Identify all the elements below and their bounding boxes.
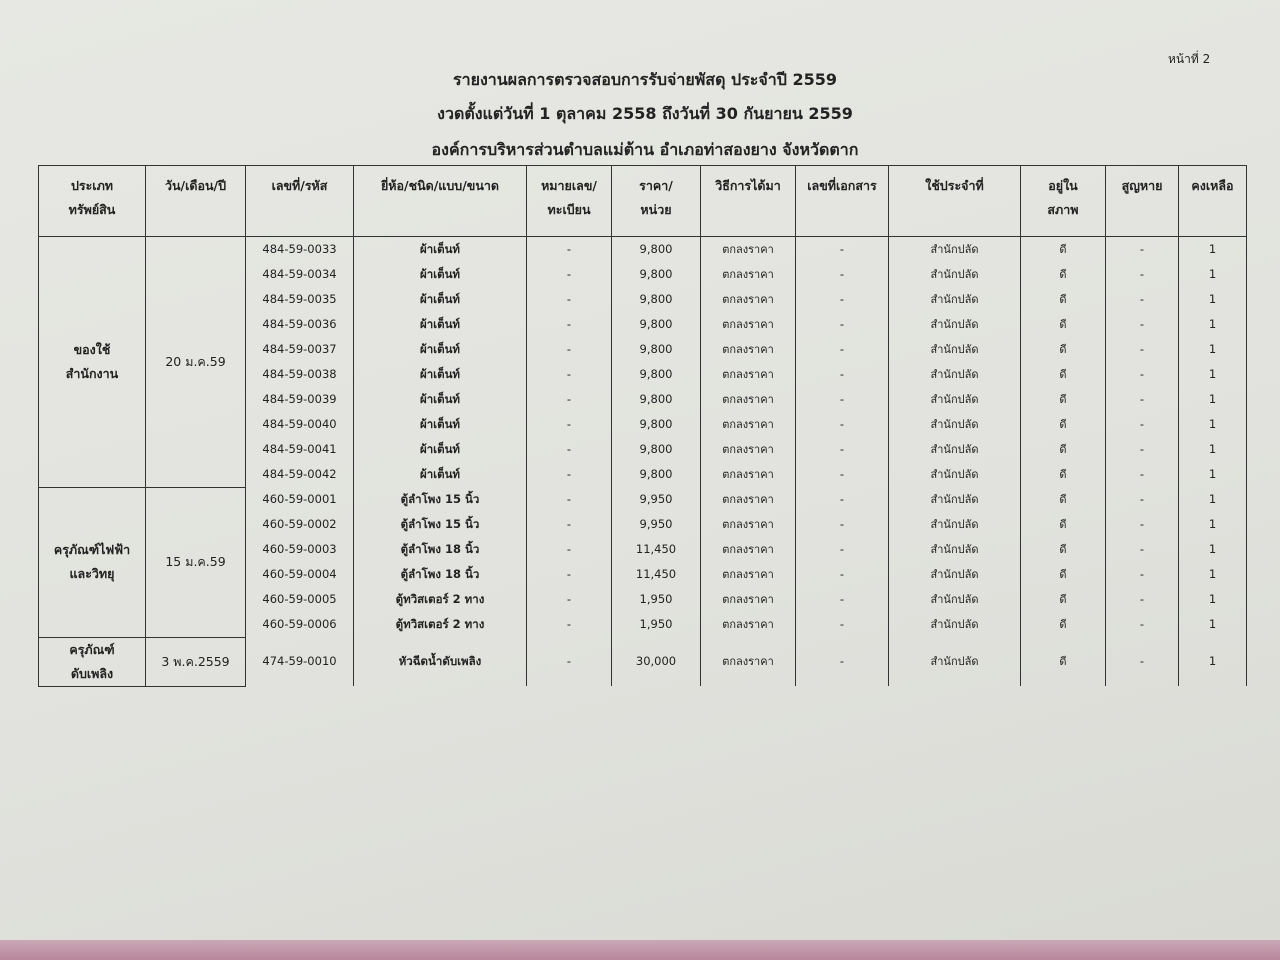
remain-cell: 1 bbox=[1179, 537, 1247, 562]
use-cell: สำนักปลัด bbox=[889, 337, 1021, 362]
header-lost: สูญหาย bbox=[1106, 166, 1179, 237]
reg-cell: - bbox=[527, 287, 612, 312]
doc-cell: - bbox=[796, 487, 889, 512]
code-cell: 484-59-0034 bbox=[246, 262, 354, 287]
remain-cell: 1 bbox=[1179, 637, 1247, 686]
brand-cell: ตู้ทวิสเตอร์ 2 ทาง bbox=[354, 612, 527, 637]
cond-cell: ดี bbox=[1021, 612, 1106, 637]
lost-cell: - bbox=[1106, 587, 1179, 612]
remain-cell: 1 bbox=[1179, 462, 1247, 487]
header-asset-type-line1: ประเภท bbox=[70, 178, 114, 193]
cond-cell: ดี bbox=[1021, 387, 1106, 412]
use-cell: สำนักปลัด bbox=[889, 387, 1021, 412]
use-cell: สำนักปลัด bbox=[889, 437, 1021, 462]
use-cell: สำนักปลัด bbox=[889, 512, 1021, 537]
price-cell: 9,800 bbox=[612, 337, 701, 362]
remain-cell: 1 bbox=[1179, 362, 1247, 387]
doc-cell: - bbox=[796, 337, 889, 362]
cond-cell: ดี bbox=[1021, 637, 1106, 686]
method-cell: ตกลงราคา bbox=[701, 362, 796, 387]
method-cell: ตกลงราคา bbox=[701, 462, 796, 487]
reg-cell: - bbox=[527, 412, 612, 437]
use-cell: สำนักปลัด bbox=[889, 362, 1021, 387]
lost-cell: - bbox=[1106, 437, 1179, 462]
doc-cell: - bbox=[796, 637, 889, 686]
price-cell: 30,000 bbox=[612, 637, 701, 686]
price-cell: 9,800 bbox=[612, 387, 701, 412]
brand-cell: ผ้าเต็นท์ bbox=[354, 412, 527, 437]
doc-cell: - bbox=[796, 362, 889, 387]
doc-cell: - bbox=[796, 437, 889, 462]
cond-cell: ดี bbox=[1021, 262, 1106, 287]
brand-cell: หัวฉีดน้ำดับเพลิง bbox=[354, 637, 527, 686]
code-cell: 484-59-0035 bbox=[246, 287, 354, 312]
brand-cell: ผ้าเต็นท์ bbox=[354, 287, 527, 312]
reg-cell: - bbox=[527, 562, 612, 587]
acquired-date-cell: 15 ม.ค.59 bbox=[146, 487, 246, 637]
price-cell: 9,800 bbox=[612, 262, 701, 287]
asset-type-cell bbox=[39, 237, 146, 488]
remain-cell: 1 bbox=[1179, 237, 1247, 263]
brand-cell: ผ้าเต็นท์ bbox=[354, 387, 527, 412]
cond-cell: ดี bbox=[1021, 562, 1106, 587]
method-cell: ตกลงราคา bbox=[701, 487, 796, 512]
method-cell: ตกลงราคา bbox=[701, 312, 796, 337]
code-cell: 484-59-0038 bbox=[246, 362, 354, 387]
header-unit-price bbox=[612, 166, 701, 237]
reg-cell: - bbox=[527, 487, 612, 512]
reg-cell: - bbox=[527, 612, 612, 637]
lost-cell: - bbox=[1106, 262, 1179, 287]
reg-cell: - bbox=[527, 437, 612, 462]
page-number: หน้าที่ 2 bbox=[1168, 52, 1211, 66]
cond-cell: ดี bbox=[1021, 287, 1106, 312]
acquired-date-cell: 20 ม.ค.59 bbox=[146, 237, 246, 488]
code-cell: 460-59-0003 bbox=[246, 537, 354, 562]
use-cell: สำนักปลัด bbox=[889, 562, 1021, 587]
report-period: งวดตั้งแต่วันที่ 1 ตุลาคม 2558 ถึงวันที่ 30 กันยายน 2559 bbox=[437, 104, 853, 123]
use-cell: สำนักปลัด bbox=[889, 262, 1021, 287]
cond-cell: ดี bbox=[1021, 512, 1106, 537]
lost-cell: - bbox=[1106, 512, 1179, 537]
method-cell: ตกลงราคา bbox=[701, 262, 796, 287]
method-cell: ตกลงราคา bbox=[701, 587, 796, 612]
header-registration bbox=[527, 166, 612, 237]
brand-cell: ผ้าเต็นท์ bbox=[354, 262, 527, 287]
reg-cell: - bbox=[527, 512, 612, 537]
reg-cell: - bbox=[527, 587, 612, 612]
reg-cell: - bbox=[527, 462, 612, 487]
method-cell: ตกลงราคา bbox=[701, 237, 796, 263]
use-cell: สำนักปลัด bbox=[889, 237, 1021, 263]
cond-cell: ดี bbox=[1021, 337, 1106, 362]
brand-cell: ผ้าเต็นท์ bbox=[354, 362, 527, 387]
price-cell: 9,800 bbox=[612, 237, 701, 263]
method-cell: ตกลงราคา bbox=[701, 612, 796, 637]
asset-type-line: ครุภัณฑ์ bbox=[69, 641, 115, 657]
price-cell: 9,950 bbox=[612, 512, 701, 537]
lost-cell: - bbox=[1106, 362, 1179, 387]
code-cell: 460-59-0005 bbox=[246, 587, 354, 612]
asset-type-line: ของใช้ bbox=[73, 341, 111, 357]
use-cell: สำนักปลัด bbox=[889, 587, 1021, 612]
lost-cell: - bbox=[1106, 537, 1179, 562]
header-code: เลขที่/รหัส bbox=[246, 166, 354, 237]
doc-cell: - bbox=[796, 412, 889, 437]
asset-type-cell bbox=[39, 487, 146, 637]
remain-cell: 1 bbox=[1179, 412, 1247, 437]
remain-cell: 1 bbox=[1179, 312, 1247, 337]
remain-cell: 1 bbox=[1179, 437, 1247, 462]
brand-cell: ตู้ลำโพง 15 นิ้ว bbox=[354, 512, 527, 537]
table-row bbox=[39, 237, 1247, 263]
price-cell: 9,800 bbox=[612, 312, 701, 337]
header-asset-type bbox=[39, 166, 146, 237]
price-cell: 9,800 bbox=[612, 362, 701, 387]
asset-type-line: ครุภัณฑ์ไฟฟ้า bbox=[53, 542, 131, 557]
code-cell: 474-59-0010 bbox=[246, 637, 354, 686]
doc-cell: - bbox=[796, 512, 889, 537]
doc-cell: - bbox=[796, 287, 889, 312]
asset-type-line: สำนักงาน bbox=[65, 365, 119, 381]
table-body bbox=[39, 237, 1247, 687]
cond-cell: ดี bbox=[1021, 587, 1106, 612]
use-cell: สำนักปลัด bbox=[889, 412, 1021, 437]
remain-cell: 1 bbox=[1179, 587, 1247, 612]
use-cell: สำนักปลัด bbox=[889, 287, 1021, 312]
reg-cell: - bbox=[527, 537, 612, 562]
reg-cell: - bbox=[527, 237, 612, 263]
doc-cell: - bbox=[796, 537, 889, 562]
lost-cell: - bbox=[1106, 637, 1179, 686]
reg-cell: - bbox=[527, 362, 612, 387]
lost-cell: - bbox=[1106, 487, 1179, 512]
header-condition-line1: อยู่ใน bbox=[1048, 178, 1078, 193]
method-cell: ตกลงราคา bbox=[701, 437, 796, 462]
acquired-date-cell: 3 พ.ค.2559 bbox=[146, 637, 246, 686]
doc-cell: - bbox=[796, 587, 889, 612]
brand-cell: ผ้าเต็นท์ bbox=[354, 437, 527, 462]
header-asset-type-line2: ทรัพย์สิน bbox=[68, 202, 116, 217]
asset-type-line: และวิทยุ bbox=[69, 566, 115, 581]
header-date: วัน/เดือน/ปี bbox=[146, 166, 246, 237]
price-cell: 1,950 bbox=[612, 587, 701, 612]
header-brand: ยี่ห้อ/ชนิด/แบบ/ขนาด bbox=[354, 166, 527, 237]
asset-report-table bbox=[38, 165, 1247, 687]
remain-cell: 1 bbox=[1179, 612, 1247, 637]
doc-cell: - bbox=[796, 562, 889, 587]
brand-cell: ตู้ลำโพง 15 นิ้ว bbox=[354, 487, 527, 512]
price-cell: 9,800 bbox=[612, 412, 701, 437]
doc-cell: - bbox=[796, 262, 889, 287]
code-cell: 460-59-0004 bbox=[246, 562, 354, 587]
reg-cell: - bbox=[527, 387, 612, 412]
cond-cell: ดี bbox=[1021, 312, 1106, 337]
remain-cell: 1 bbox=[1179, 337, 1247, 362]
remain-cell: 1 bbox=[1179, 512, 1247, 537]
remain-cell: 1 bbox=[1179, 287, 1247, 312]
cond-cell: ดี bbox=[1021, 362, 1106, 387]
lost-cell: - bbox=[1106, 287, 1179, 312]
code-cell: 484-59-0040 bbox=[246, 412, 354, 437]
lost-cell: - bbox=[1106, 562, 1179, 587]
header-location: ใช้ประจำที่ bbox=[889, 166, 1021, 237]
reg-cell: - bbox=[527, 637, 612, 686]
brand-cell: ผ้าเต็นท์ bbox=[354, 337, 527, 362]
cond-cell: ดี bbox=[1021, 537, 1106, 562]
code-cell: 484-59-0036 bbox=[246, 312, 354, 337]
remain-cell: 1 bbox=[1179, 562, 1247, 587]
header-registration-line2: ทะเบียน bbox=[547, 202, 591, 217]
method-cell: ตกลงราคา bbox=[701, 387, 796, 412]
lost-cell: - bbox=[1106, 312, 1179, 337]
lost-cell: - bbox=[1106, 387, 1179, 412]
method-cell: ตกลงราคา bbox=[701, 412, 796, 437]
doc-cell: - bbox=[796, 387, 889, 412]
remain-cell: 1 bbox=[1179, 262, 1247, 287]
cond-cell: ดี bbox=[1021, 462, 1106, 487]
code-cell: 484-59-0037 bbox=[246, 337, 354, 362]
use-cell: สำนักปลัด bbox=[889, 612, 1021, 637]
method-cell: ตกลงราคา bbox=[701, 512, 796, 537]
use-cell: สำนักปลัด bbox=[889, 462, 1021, 487]
brand-cell: ตู้ลำโพง 18 นิ้ว bbox=[354, 537, 527, 562]
header-condition bbox=[1021, 166, 1106, 237]
lost-cell: - bbox=[1106, 412, 1179, 437]
table-row bbox=[39, 637, 1247, 686]
method-cell: ตกลงราคา bbox=[701, 287, 796, 312]
price-cell: 11,450 bbox=[612, 537, 701, 562]
brand-cell: ผ้าเต็นท์ bbox=[354, 312, 527, 337]
use-cell: สำนักปลัด bbox=[889, 487, 1021, 512]
price-cell: 9,800 bbox=[612, 437, 701, 462]
cond-cell: ดี bbox=[1021, 487, 1106, 512]
price-cell: 9,800 bbox=[612, 287, 701, 312]
table-header-row bbox=[39, 166, 1247, 237]
cond-cell: ดี bbox=[1021, 412, 1106, 437]
header-remaining: คงเหลือ bbox=[1179, 166, 1247, 237]
header-unit-price-line2: หน่วย bbox=[640, 202, 672, 217]
use-cell: สำนักปลัด bbox=[889, 312, 1021, 337]
method-cell: ตกลงราคา bbox=[701, 337, 796, 362]
reg-cell: - bbox=[527, 262, 612, 287]
doc-cell: - bbox=[796, 237, 889, 263]
header-unit-price-line1: ราคา/ bbox=[639, 178, 673, 193]
use-cell: สำนักปลัด bbox=[889, 537, 1021, 562]
asset-type-line: ดับเพลิง bbox=[70, 665, 114, 681]
price-cell: 11,450 bbox=[612, 562, 701, 587]
cond-cell: ดี bbox=[1021, 437, 1106, 462]
remain-cell: 1 bbox=[1179, 387, 1247, 412]
code-cell: 484-59-0033 bbox=[246, 237, 354, 263]
code-cell: 460-59-0006 bbox=[246, 612, 354, 637]
code-cell: 484-59-0039 bbox=[246, 387, 354, 412]
code-cell: 484-59-0041 bbox=[246, 437, 354, 462]
header-registration-line1: หมายเลข/ bbox=[541, 178, 597, 193]
report-title: รายงานผลการตรวจสอบการรับจ่ายพัสดุ ประจำปี 2559 bbox=[453, 70, 837, 89]
lost-cell: - bbox=[1106, 237, 1179, 263]
header-condition-line2: สภาพ bbox=[1047, 202, 1079, 217]
pink-surface-edge bbox=[0, 940, 1280, 960]
asset-type-cell bbox=[39, 637, 146, 686]
doc-cell: - bbox=[796, 462, 889, 487]
brand-cell: ผ้าเต็นท์ bbox=[354, 237, 527, 263]
use-cell: สำนักปลัด bbox=[889, 637, 1021, 686]
brand-cell: ตู้ทวิสเตอร์ 2 ทาง bbox=[354, 587, 527, 612]
code-cell: 484-59-0042 bbox=[246, 462, 354, 487]
doc-cell: - bbox=[796, 312, 889, 337]
header-acquisition-method: วิธีการได้มา bbox=[701, 166, 796, 237]
code-cell: 460-59-0002 bbox=[246, 512, 354, 537]
brand-cell: ผ้าเต็นท์ bbox=[354, 462, 527, 487]
method-cell: ตกลงราคา bbox=[701, 537, 796, 562]
price-cell: 9,950 bbox=[612, 487, 701, 512]
remain-cell: 1 bbox=[1179, 487, 1247, 512]
code-cell: 460-59-0001 bbox=[246, 487, 354, 512]
table-row bbox=[39, 487, 1247, 512]
price-cell: 1,950 bbox=[612, 612, 701, 637]
reg-cell: - bbox=[527, 312, 612, 337]
lost-cell: - bbox=[1106, 612, 1179, 637]
report-organization: องค์การบริหารส่วนตำบลแม่ต้าน อำเภอท่าสองยาง จังหวัดตาก bbox=[431, 140, 859, 159]
header-document-number: เลขที่เอกสาร bbox=[796, 166, 889, 237]
method-cell: ตกลงราคา bbox=[701, 562, 796, 587]
cond-cell: ดี bbox=[1021, 237, 1106, 263]
lost-cell: - bbox=[1106, 462, 1179, 487]
lost-cell: - bbox=[1106, 337, 1179, 362]
price-cell: 9,800 bbox=[612, 462, 701, 487]
brand-cell: ตู้ลำโพง 18 นิ้ว bbox=[354, 562, 527, 587]
method-cell: ตกลงราคา bbox=[701, 637, 796, 686]
reg-cell: - bbox=[527, 337, 612, 362]
doc-cell: - bbox=[796, 612, 889, 637]
